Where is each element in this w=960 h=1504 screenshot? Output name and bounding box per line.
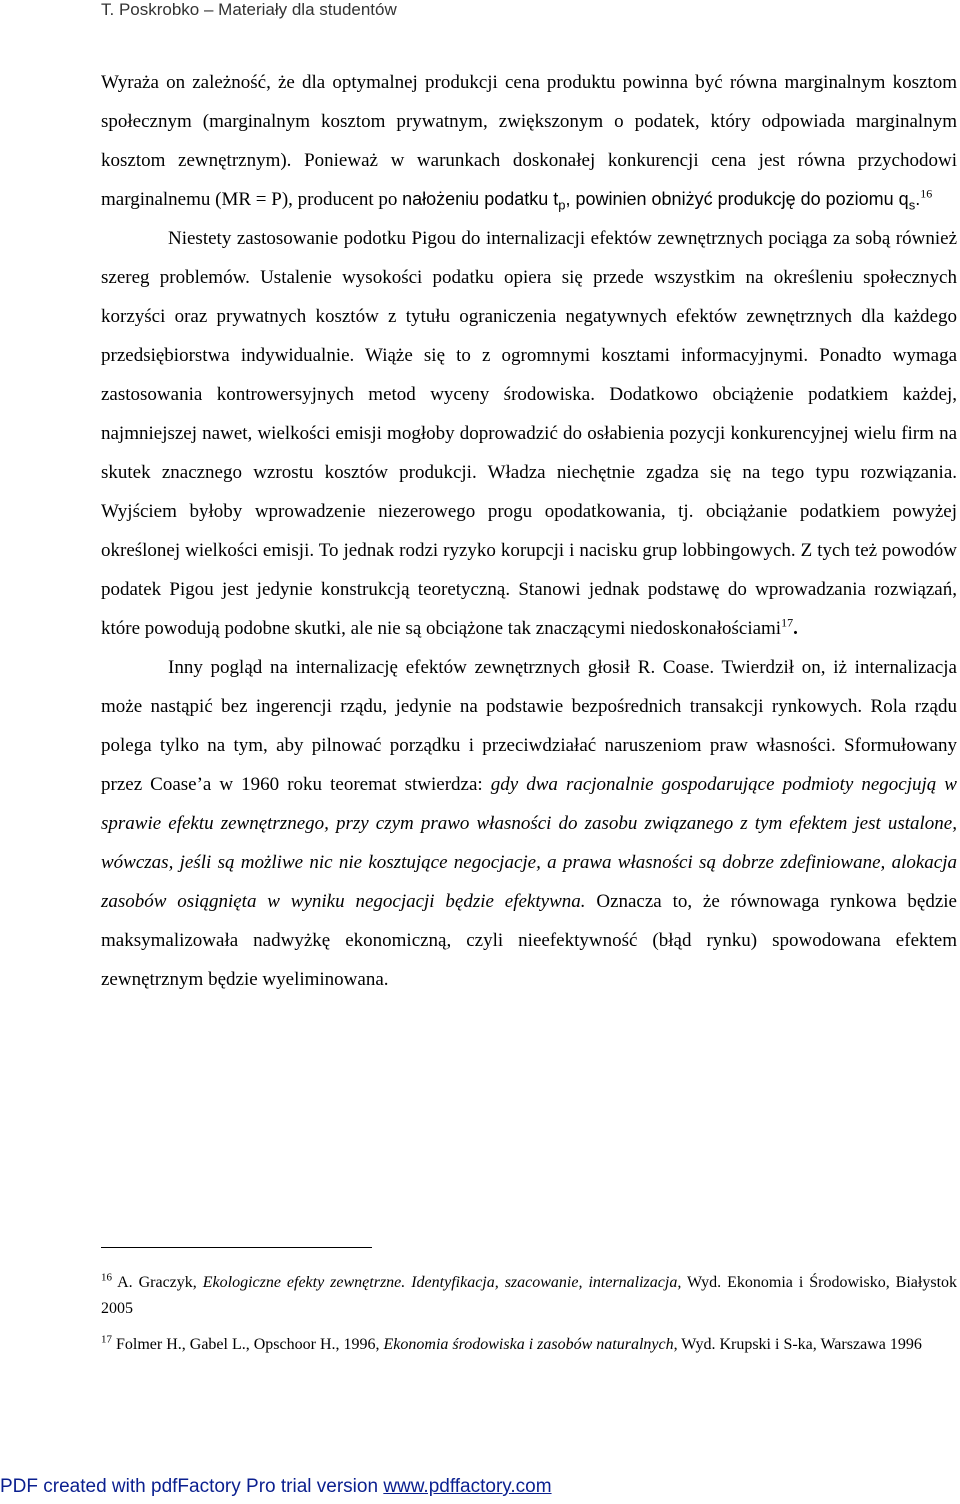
pdf-footer: PDF created with pdfFactory Pro trial version www.pdffactory.com <box>0 1476 552 1497</box>
paragraph-3-end: Oznacza to, że równowaga rynkowa będzie maksymalizowała nadwyżkę ekonomiczną, czyli nieefektywność (błąd rynku) spowodowana efektem zewnętrznym będzie wyeliminowana. <box>101 891 957 990</box>
paragraph-3 <box>101 648 957 999</box>
main-content <box>101 63 957 999</box>
paragraph-3-text: Inny pogląd na internalizację efektów zewnętrznych głosił R. Coase. Twierdził on, iż internalizacja może nastąpić bez ingerencji rządu, jedynie na podstawie bezpośrednich transakcji rynkowych. Rola rządu polega tylko na tym, aby pilnować porządku i przeciwdziałać naruszeniom praw własności. Sformułowany przez Coase’a w 1960 roku teoremat stwierdza: <box>101 657 957 795</box>
footnote-separator <box>101 1247 372 1248</box>
pdffactory-link[interactable]: www.pdffactory.com <box>383 1476 552 1497</box>
footnote-17: $^{17}$ Folmer H., Gabel L., Opschoor H., 1996, Ekonomia środowiska i zasobów naturalnych, Wyd. Krupski i S-ka, Warszawa 1996 <box>101 1333 922 1353</box>
paragraph-1-text: Wyraża on zależność, że dla optymalnej produkcji cena produktu powinna być równa marginalnym kosztom społecznym (marginalnym kosztom prywatnym, zwiększonym o podatek, który odpowiada marginalnym kosztom zewnętrznym). Ponieważ w warunkach doskonałej konkurencji cena jest równa przychodowi marginalnemu (MR = P), producent po <box>101 72 957 210</box>
footnotes <box>101 1270 957 1368</box>
coase-theorem-quote: gdy dwa racjonalnie gospodarujące podmioty negocjują w sprawie efektu zewnętrznego, przy czym prawo własności do zasobu związanego z tym efektem jest ustalone, wówczas, jeśli są możliwe nic nie kosztujące negocjacje, a prawa własności są dobrze zdefiniowane, alokacja zasobów osiągnięta w wyniku negocjacji będzie efektywna. <box>101 774 957 912</box>
subscript-p: p <box>558 197 566 213</box>
paragraph-1 <box>101 63 957 219</box>
paragraph-1-tax-text: nałożeniu podatku $t_p$, powinien obniżyć produkcję do poziomu $q_s$. <box>402 189 921 213</box>
subscript-s: s <box>908 197 916 213</box>
paragraph-2: Niestety zastosowanie podotku Pigou do internalizacji efektów zewnętrznych pociąga za sobą również szereg problemów. Ustalenie wysokości podatku opiera się przede wszystkim na określeniu społecznych korzyści oraz prywatnych kosztów z tytułu ograniczenia negatywnych efektów zewnętrznych dla każdego przedsiębiorstwa indywidualnie. Wiąże się to z ogromnymi kosztami informacyjnymi. Ponadto wymaga zastosowania kontrowersyjnych metod wyceny środowiska. Dodatkowo obciążenie podatkiem każdej, najmniejszej nawet, wielkości emisji mogłoby doprowadzić do osłabienia pozycji konkurencyjnej wielu firm na skutek znacznego wzrostu kosztów produkcji. Władza niechętnie zgadza się na tego typu rozwiązania. Wyjściem byłoby wprowadzenie niezerowego progu opodatkowania, tj. obciążanie podatkiem powyżej określonej wielkości emisji. To jednak rodzi ryzyko korupcji i nacisku grup lobbingowych. Z tych też powodów podatek Pigou jest jedynie konstrukcją teoretyczną. Stanowi jednak podstawę do wprowadzania rozwiązań, które powodują podobne skutki, ale nie są obciążone tak znaczącymi niedoskonałościami$^{17}$. <box>101 228 957 639</box>
footnote-ref-17[interactable]: 17 <box>781 615 794 630</box>
page-header: T. Poskrobko – Materiały dla studentów <box>101 0 397 19</box>
footnote-ref-16[interactable]: 16 <box>920 186 933 201</box>
footnote-16: $^{16}$ A. Graczyk, Ekologiczne efekty zewnętrzne. Identyfikacja, szacowanie, internalizacja, Wyd. Ekonomia i Środowisko, Białystok 2005 <box>101 1271 958 1317</box>
paragraph-2-text: Niestety zastosowanie podotku Pigou do internalizacji efektów zewnętrznych pociąga za sobą również szereg problemów. Ustalenie wysokości podatku opiera się przede wszystkim na określeniu społecznych korzyści oraz prywatnych kosztów z tytułu ograniczenia negatywnych efektów zewnętrznych dla każdego przedsiębiorstwa indywidualnie. Wiąże się to z ogromnymi kosztami informacyjnymi. Ponadto wymaga zastosowania kontrowersyjnych metod wyceny środowiska. Dodatkowo obciążenie podatkiem każdej, najmniejszej nawet, wielkości emisji mogłoby doprowadzić do osłabienia pozycji konkurencyjnej wielu firm na skutek znacznego wzrostu kosztów produkcji. Władza niechętnie zgadza się na tego typu rozwiązania. Wyjściem byłoby wprowadzenie niezerowego progu opodatkowania, tj. obciążanie podatkiem powyżej określonej wielkości emisji. To jednak rodzi ryzyko korupcji i nacisku grup lobbingowych. Z tych też powodów podatek Pigou jest jedynie konstrukcją teoretyczną. Stanowi jednak podstawę do wprowadzania rozwiązań, które powodują podobne skutki, ale nie są obciążone tak znaczącymi niedoskonałościami <box>101 228 957 639</box>
